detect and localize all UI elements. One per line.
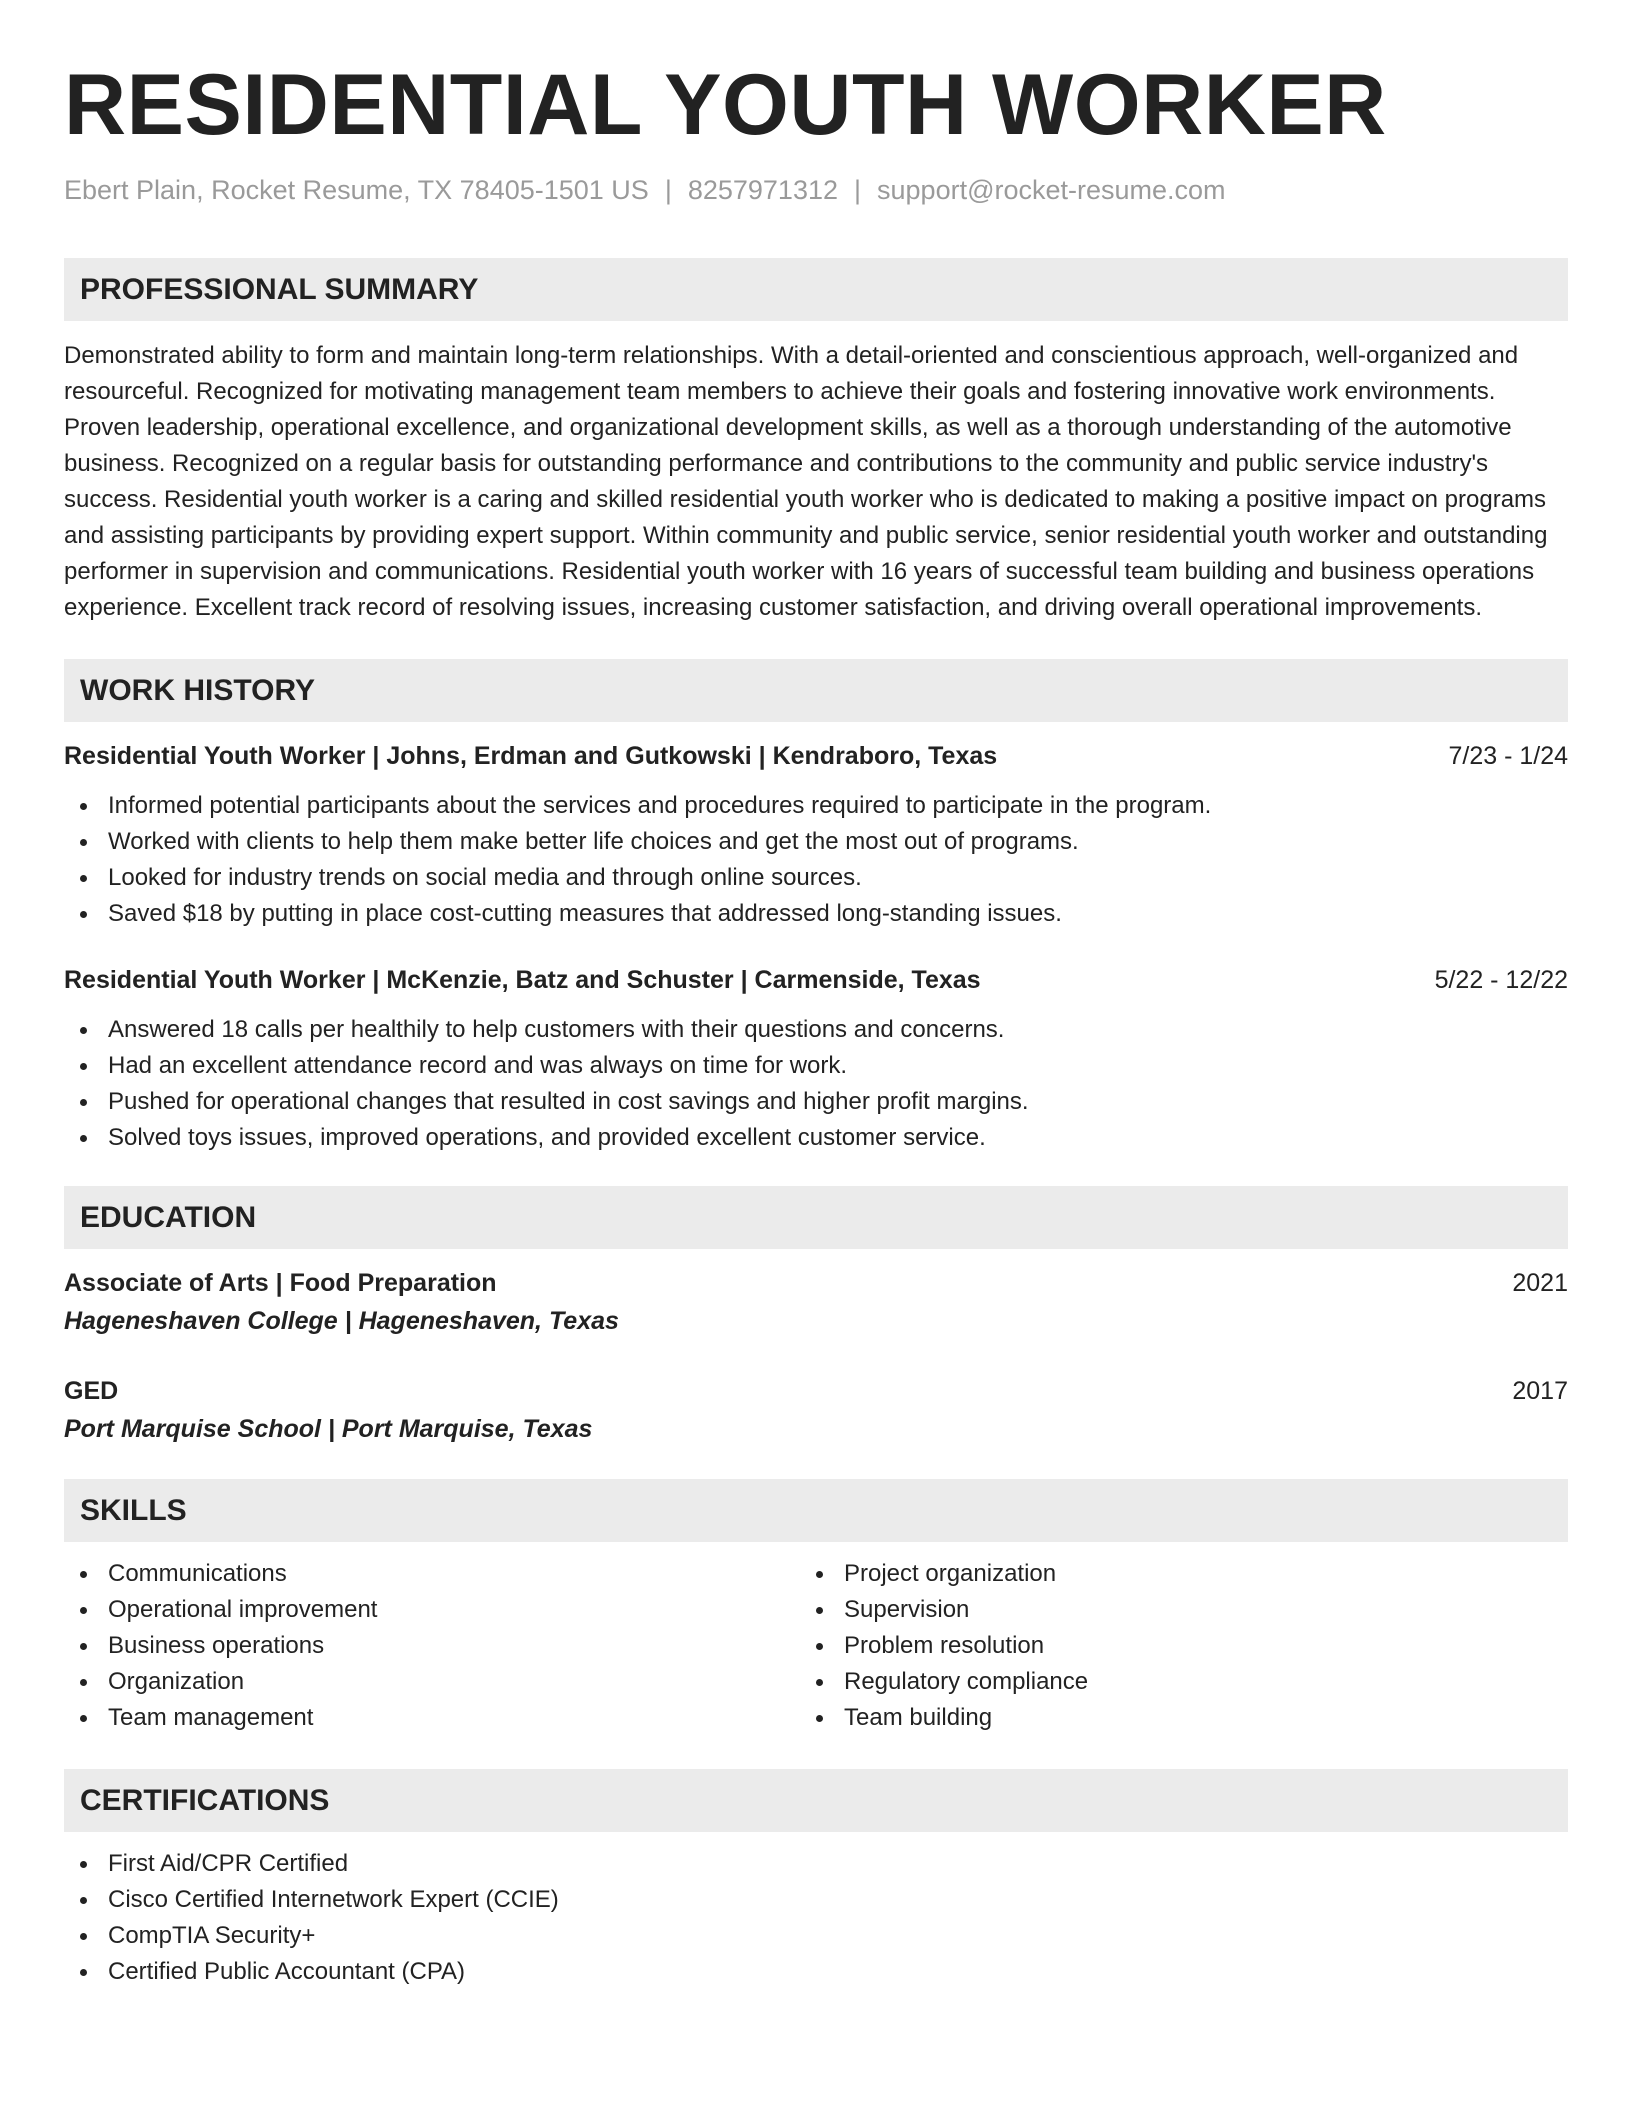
education-year: 2017 — [1512, 1377, 1568, 1405]
education-year: 2021 — [1512, 1269, 1568, 1297]
job-dates: 5/22 - 12/22 — [1434, 966, 1568, 994]
job-bullet: Looked for industry trends on social media and through online sources. — [64, 860, 1568, 896]
section-heading-summary: PROFESSIONAL SUMMARY — [64, 258, 1568, 321]
job-bullet: Informed potential participants about the services and procedures required to participate in the program. — [64, 788, 1568, 824]
education-entry — [64, 1373, 1568, 1447]
job-bullet: Solved toys issues, improved operations, and provided excellent customer service. — [64, 1120, 1568, 1156]
skill-item: Team management — [64, 1700, 800, 1736]
skills-list-left — [64, 1556, 800, 1736]
education-school: Port Marquise School | Port Marquise, Texas — [64, 1415, 593, 1443]
job-bullet: Saved $18 by putting in place cost-cutting measures that addressed long-standing issues. — [64, 896, 1568, 932]
education-entry — [64, 1265, 1568, 1339]
skill-item: Operational improvement — [64, 1592, 800, 1628]
job-header — [64, 962, 1568, 998]
certification-item: CompTIA Security+ — [64, 1918, 1568, 1954]
job-dates: 7/23 - 1/24 — [1448, 742, 1568, 770]
section-heading-education: EDUCATION — [64, 1186, 1568, 1249]
skill-item: Communications — [64, 1556, 800, 1592]
certifications-list — [64, 1846, 1568, 1990]
education-school: Hageneshaven College | Hageneshaven, Texas — [64, 1307, 619, 1335]
skill-item: Organization — [64, 1664, 800, 1700]
skill-item: Team building — [800, 1700, 1536, 1736]
contact-line — [64, 172, 1568, 208]
contact-address: Ebert Plain, Rocket Resume, TX 78405-1501 US — [64, 175, 649, 205]
contact-separator: | — [854, 175, 862, 205]
certification-item: Cisco Certified Internetwork Expert (CCIE) — [64, 1882, 1568, 1918]
education-degree: Associate of Arts | Food Preparation — [64, 1269, 497, 1297]
section-heading-work-history: WORK HISTORY — [64, 659, 1568, 722]
job-entry — [64, 962, 1568, 1156]
education-degree: GED — [64, 1377, 119, 1405]
job-header — [64, 738, 1568, 774]
skills-columns — [64, 1556, 1568, 1736]
job-bullets — [64, 1012, 1568, 1156]
skills-list-right — [800, 1556, 1536, 1736]
job-bullets — [64, 788, 1568, 932]
resume-name: RESIDENTIAL YOUTH WORKER — [64, 57, 1387, 153]
job-bullet: Worked with clients to help them make better life choices and get the most out of programs. — [64, 824, 1568, 860]
education-header — [64, 1373, 1568, 1409]
job-title: Residential Youth Worker | McKenzie, Batz and Schuster | Carmenside, Texas — [64, 966, 981, 994]
job-bullet: Answered 18 calls per healthily to help customers with their questions and concerns. — [64, 1012, 1568, 1048]
section-heading-skills: SKILLS — [64, 1479, 1568, 1542]
job-entry — [64, 738, 1568, 932]
skill-item: Supervision — [800, 1592, 1536, 1628]
skill-item: Problem resolution — [800, 1628, 1536, 1664]
job-bullet: Pushed for operational changes that resulted in cost savings and higher profit margins. — [64, 1084, 1568, 1120]
summary-text: Demonstrated ability to form and maintain long-term relationships. With a detail-oriented and conscientious approach, well-organized and resourceful. Recognized for motivating management team members to achieve their goals and fostering innovative work environments. Proven leadership, operational excellence, and organizational development skills, as well as a thorough understanding of the automotive business. Recognized on a regular basis for outstanding performance and contributions to the community and public service industry's success. Residential youth worker is a caring and skilled residential youth worker who is dedicated to making a positive impact on programs and assisting participants by providing expert support. Within community and public service, senior residential youth worker and outstanding performer in supervision and communications. Residential youth worker with 16 years of successful team building and business operations experience. Excellent track record of resolving issues, increasing customer satisfaction, and driving overall operational improvements. — [64, 342, 1548, 621]
contact-separator: | — [664, 175, 672, 205]
certifications-block — [64, 1846, 1568, 1990]
skill-item: Regulatory compliance — [800, 1664, 1536, 1700]
contact-phone: 8257971312 — [687, 175, 838, 205]
job-title: Residential Youth Worker | Johns, Erdman and Gutkowski | Kendraboro, Texas — [64, 742, 998, 770]
job-bullet: Had an excellent attendance record and was always on time for work. — [64, 1048, 1568, 1084]
contact-email: support@rocket-resume.com — [877, 175, 1226, 205]
section-heading-certifications: CERTIFICATIONS — [64, 1769, 1568, 1832]
certification-item: First Aid/CPR Certified — [64, 1846, 1568, 1882]
certification-item: Certified Public Accountant (CPA) — [64, 1954, 1568, 1990]
skill-item: Project organization — [800, 1556, 1536, 1592]
skill-item: Business operations — [64, 1628, 800, 1664]
education-header — [64, 1265, 1568, 1301]
